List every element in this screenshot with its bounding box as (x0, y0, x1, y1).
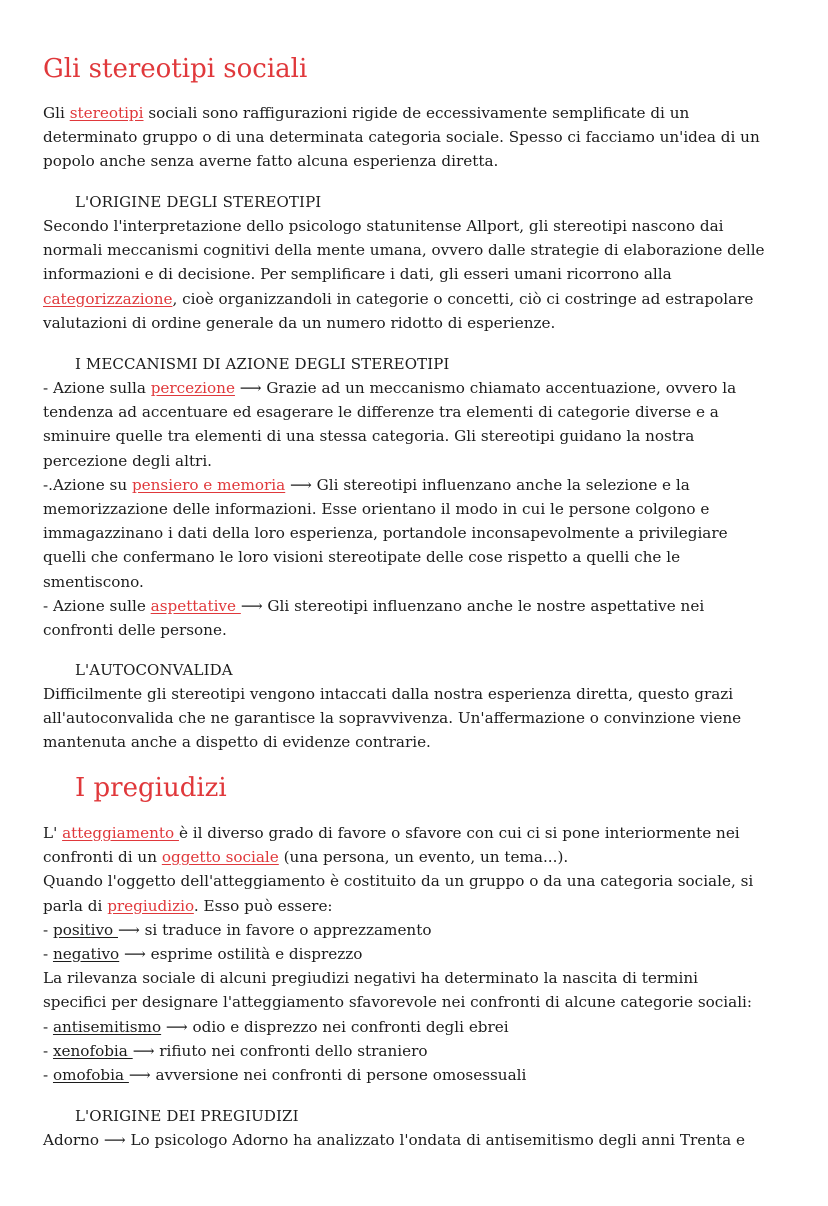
autoconvalida-paragraph: Difficilmente gli stereotipi vengono intaccati dalla nostra esperienza diretta, questo grazi all'autoconvalida che ne garantisce la sopravvivenza. Un'affermazione o convinzione viene mantenuta anche a dispetto di evidenze contrarie. (43, 685, 742, 752)
section-heading-autoconvalida: L'AUTOCONVALIDA (75, 661, 233, 679)
intro-paragraph: Gli stereotipi sociali sono raffigurazioni rigide de eccessivamente semplificate di un determinato gruppo o di una determinata categoria sociale. Spesso ci facciamo un'idea di un popolo anche senza averne fatto alcuna esperienza diretta. (43, 104, 760, 171)
meccanismi-paragraph: - Azione sulla percezione ⟶ Grazie ad un meccanismo chiamato accentuazione, ovvero la tendenza ad accentuare ed esagerare le differenze tra elementi di categorie diverse e a sminuire quelle tra elementi di una stessa categoria. Gli stereotipi guidano la nostra percezione degli altri. -.Azione su pensiero e memoria ⟶ Gli stereotipi influenzano anche la selezione e la memorizzazione delle informazioni. Esse orientano il modo in cui le persone colgono e immagazzinano i dati della loro esperienza, portandole inconsapevolmente a privilegiare quelli che confermano le loro visioni stereotipate delle cose rispetto a quelli che le smentiscono. - Azione sulle aspettative ⟶ Gli stereotipi influenzano anche le nostre aspettative nei confronti delle persone. (43, 379, 737, 639)
section-heading-meccanismi: I MECCANISMI DI AZIONE DEGLI STEREOTIPI (75, 355, 450, 373)
origine-pregiudizi-paragraph: Adorno ⟶ Lo psicologo Adorno ha analizzato l'ondata di antisemitismo degli anni Trenta e (43, 1131, 745, 1149)
section-heading-origine: L'ORIGINE DEGLI STEREOTIPI (75, 193, 322, 211)
link-pregiudizio[interactable]: pregiudizio (107, 896, 194, 915)
link-categorizzazione[interactable]: categorizzazione (43, 289, 173, 308)
link-oggetto-sociale[interactable]: oggetto sociale (161, 848, 279, 867)
term-antisemitismo: antisemitismo (52, 1017, 162, 1036)
origine-paragraph: Secondo l'interpretazione dello psicologo statunitense Allport, gli stereotipi nascono dai normali meccanismi cognitivi della mente umana, ovvero dalle strategie di elaborazione delle informazioni e di decisione. Per semplificare i dati, gli esseri umani ricorrono alla categorizzazione, cioè organizzandoli in categorie o concetti, ciò ci costringe ad estrapolare valutazioni di ordine generale da un numero ridotto di esperienze. (43, 217, 765, 332)
term-positivo: positivo (52, 920, 118, 939)
page-title: Gli stereotipi sociali (43, 54, 308, 84)
section-heading-origine-pregiudizi: L'ORIGINE DEI PREGIUDIZI (75, 1107, 299, 1125)
link-pensiero-memoria[interactable]: pensiero e memoria (131, 475, 286, 494)
term-negativo: negativo (52, 944, 120, 963)
term-omofobia: omofobia (52, 1065, 129, 1084)
link-atteggiamento[interactable]: atteggiamento (62, 824, 179, 842)
link-aspettative[interactable]: aspettative (150, 596, 241, 615)
section-title-pregiudizi: I pregiudizi (75, 773, 227, 803)
link-percezione[interactable]: percezione (150, 379, 235, 397)
pregiudizi-paragraph: L' atteggiamento è il diverso grado di favore o sfavore con cui ci si pone interiormente nei confronti di un oggetto sociale (una persona, un evento, un tema...). Quando l'oggetto dell'atteggiamento è costituito da un gruppo o da una categoria sociale, si parla di pregiudizio. Esso può essere: - positivo ⟶ si traduce in favore o apprezzamento - negativo ⟶ esprime ostilità e disprezzo La rilevanza sociale di alcuni pregiudizi negativi ha determinato la nascita di termini specifici per designare l'atteggiamento sfavorevole nei confronti di alcune categorie sociali: - antisemitismo ⟶ odio e disprezzo nei confronti degli ebrei - xenofobia ⟶ rifiuto nei confronti dello straniero - omofobia ⟶ avversione nei confronti di persone omosessuali (43, 824, 754, 1084)
term-xenofobia: xenofobia (52, 1041, 133, 1060)
link-stereotipi[interactable]: stereotipi (69, 104, 144, 122)
